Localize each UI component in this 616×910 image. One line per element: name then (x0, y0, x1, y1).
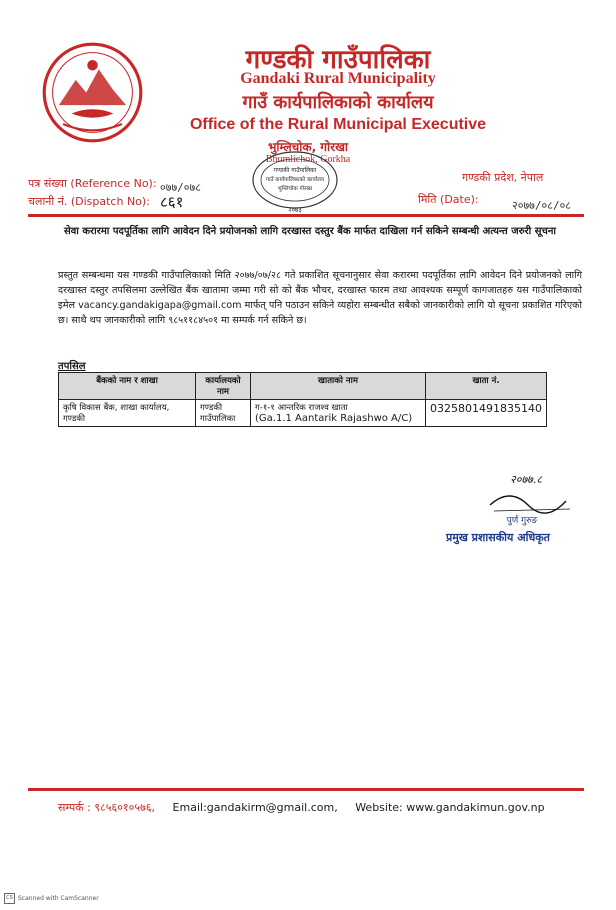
account-name-english: (Ga.1.1 Aantarik Rajashwo A/C) (255, 413, 413, 424)
footer-website: Website: www.gandakimun.gov.np (355, 801, 545, 814)
dispatch-value: ८६१ (160, 193, 184, 211)
office-name-nepali: गाउँ कार्यपालिकाको कार्यालय (242, 92, 434, 113)
scanner-watermark (4, 893, 99, 904)
signatory-role: प्रमुख प्रशासकीय अधिकृत (446, 531, 550, 544)
notice-subject: सेवा करारमा पदपूर्तिका लागि आवेदन दिने प्रयोजनको लागि दरखास्त दस्तुर बैंक मार्फत दाखिला गर्न सकिने सम्बन्धी अत्यन्त जरुरी सूचना (63, 226, 556, 237)
header-bank: बैंकको नाम र शाखा (59, 373, 196, 400)
header-account-name: खाताको नाम (251, 373, 426, 400)
header-office: कार्यालयको नाम (196, 373, 251, 400)
table-title: तपसिल (58, 361, 86, 372)
reference-value: ०७७/०७८ (160, 181, 201, 194)
stamp-line-3: भुम्लिचोक गोरखा (277, 186, 313, 192)
dispatch-label: चलानी नं. (Dispatch No): (28, 195, 150, 208)
cell-account-no: 0325801491835140 (426, 400, 547, 427)
location-english: Bhumlichok, Gorkha (265, 154, 351, 165)
table-header-row (59, 373, 547, 400)
stamp-line-2: गाउँ कार्यपालिकाको कार्यालय (265, 177, 325, 183)
signature-date: २०७७.८ (510, 473, 543, 486)
cell-bank: कृषि विकास बैंक, शाखा कार्यालय, गण्डकी (59, 400, 196, 427)
stamp-year: २०७३ (288, 206, 302, 214)
table-row (59, 400, 547, 427)
office-stamp (240, 150, 350, 216)
account-name-nepali: ग-१-१ आन्तरिक राजश्व खाता (255, 403, 348, 413)
header-divider (28, 214, 584, 217)
footer-divider (28, 788, 584, 791)
footer-phone: सम्पर्क : ९८५६०१०५७६, (58, 801, 156, 814)
cell-office: गण्डकी गाउँपालिका (196, 400, 251, 427)
header-account-no: खाता नं. (426, 373, 547, 400)
cell-account-name (251, 400, 426, 427)
office-name-english: Office of the Rural Municipal Executive (189, 116, 487, 133)
camscanner-icon: CS (4, 893, 15, 904)
scanner-label: Scanned with CamScanner (18, 895, 99, 902)
signatory-name: पुर्ण गुरुङ (506, 516, 538, 526)
date-label: मिति (Date): (418, 193, 479, 206)
reference-label: पत्र संख्या (Reference No): (28, 177, 157, 190)
notice-body: प्रस्तुत सम्बन्धमा यस गण्डकी गाउँपालिकाको मिति २०७७/०७/२८ गते प्रकाशित सूचनानुसार सेवा करारमा पदपूर्तिका लागि आवेदन दिने प्रयोजनको लागि दरखास्त दस्तुर तपसिलमा उल्लेखित बैंक खातामा जम्मा गरी सो को बैंक भौचर, दरखास्त फारम तथा आवश्यक सम्पूर्ण कागजातहरु यस गाउँपालिकाको इमेल vacancy.gandakigapa@gmail.com मार्फत् पनि पठाउन सकिने व्यहोरा सम्बन्धीत सबैको जानकारीको लागि यो सूचना प्रकाशित गरिएको छ। साथै थप जानकारीको लागि ९८५११८४५०१ मा सम्पर्क गर्न सकिने छ। (58, 270, 582, 326)
footer-email: Email:gandakirm@gmail.com, (172, 801, 338, 814)
municipality-name-nepali: गण्डकी गाउँपालिका (245, 45, 431, 75)
account-details-table (58, 372, 547, 427)
municipality-name-english: Gandaki Rural Municipality (240, 70, 436, 87)
location-nepali: भुम्लिचोक, गोरखा (267, 140, 349, 154)
footer (58, 800, 545, 815)
date-value: २०७७/०८/०८ (512, 199, 572, 212)
stamp-line-1: गण्डकी गाउँपालिका (273, 167, 317, 174)
province-label: गण्डकी प्रदेश, नेपाल (462, 171, 544, 184)
